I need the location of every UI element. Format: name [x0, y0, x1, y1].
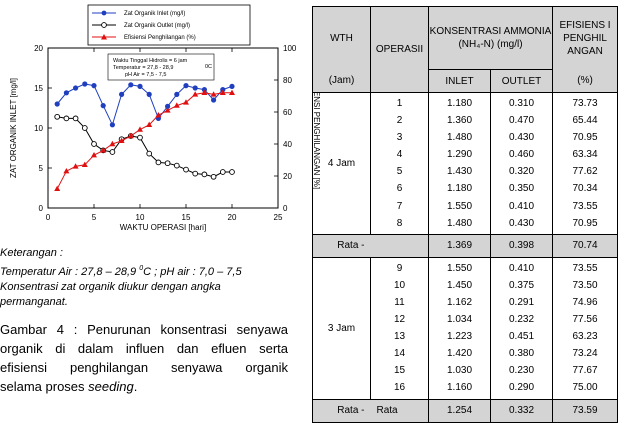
table-value: 1.480 — [446, 132, 473, 144]
header-percent: (%) — [553, 70, 618, 93]
header-konsentrasi: KONSENTRASI AMMONIA (NH₄-N) (mg/l) — [429, 7, 553, 70]
table-value: 0.232 — [508, 314, 535, 326]
table-value: 70.95 — [572, 132, 598, 144]
table-value: 65.44 — [572, 115, 598, 127]
data-point-inlet — [137, 84, 142, 89]
notes-temp-rest: C ; pH air : 7,0 – 7,5 — [143, 266, 242, 278]
table-value: 4 — [396, 149, 403, 161]
data-point-inlet — [119, 92, 124, 97]
table-value: 74.96 — [572, 296, 598, 308]
data-point-outlet — [64, 116, 69, 121]
table-value: 0.410 — [508, 200, 535, 212]
table-value: 7 — [396, 200, 403, 212]
table-value: 73.24 — [572, 348, 598, 360]
notes-temp-sup: 0 — [139, 265, 144, 272]
table-value: 12 — [393, 314, 406, 326]
header-wth: WTH — [313, 7, 371, 70]
x-tick-label: 5 — [91, 213, 97, 222]
table-value: 77.62 — [572, 166, 598, 178]
table-value: 0.375 — [508, 279, 535, 291]
table-value: 0.310 — [508, 98, 535, 109]
average-outlet: 0.398 — [491, 234, 553, 257]
table-value: 1.162 — [446, 296, 473, 308]
table-value: 1.450 — [446, 279, 473, 291]
average-outlet: 0.332 — [491, 399, 553, 422]
notes-line-3: permanganat. — [0, 296, 68, 308]
data-point-outlet — [110, 150, 115, 155]
table-cell-operasi — [371, 257, 429, 399]
table-average-row — [313, 234, 618, 257]
data-point-outlet — [193, 171, 198, 176]
header-jam: (Jam) — [313, 70, 371, 93]
table-value: 70.34 — [572, 183, 598, 195]
data-point-outlet — [165, 161, 170, 166]
caption-line-4-post: . — [133, 379, 138, 394]
data-point-inlet — [64, 90, 69, 95]
data-point-outlet — [82, 126, 87, 131]
table-value: 2 — [396, 115, 403, 127]
table-value: 0.380 — [508, 348, 535, 360]
y2-tick-label: 60 — [283, 108, 292, 117]
data-point-outlet — [211, 174, 216, 179]
data-point-inlet — [229, 84, 234, 89]
legend-label-inlet: Zat Organik Inlet (mg/l) — [124, 11, 186, 17]
data-point-inlet — [73, 85, 78, 90]
data-point-outlet — [138, 135, 143, 140]
organic-removal-chart — [0, 0, 320, 240]
table-value: 0.451 — [508, 331, 535, 343]
table-value: 11 — [394, 296, 405, 308]
info-temperature-unit: 0C — [205, 64, 213, 70]
table-cell-efisiensi — [553, 93, 618, 235]
table-value: 77.67 — [572, 365, 598, 377]
table-value: 1.290 — [446, 149, 473, 161]
y2-axis-title: EFISIENSI PENGHILANGAN [%] — [312, 70, 321, 190]
y2-tick-label: 20 — [283, 172, 292, 181]
table-value: 13 — [393, 331, 406, 343]
data-point-inlet — [91, 83, 96, 88]
ammonia-data-table — [312, 6, 618, 423]
data-point-outlet — [55, 114, 60, 119]
table-value: 0.470 — [508, 115, 535, 127]
table-value: 1.550 — [446, 262, 473, 274]
data-point-inlet — [147, 92, 152, 97]
data-point-outlet — [147, 151, 152, 156]
chart-notes — [0, 246, 300, 310]
chart-legend — [88, 5, 250, 45]
table-cell-wth: 3 Jam — [313, 257, 371, 399]
info-hrt: Waktu Tinggal Hidrolis = 6 jam — [113, 58, 188, 64]
table-value: 77.56 — [572, 314, 598, 326]
table-value: 0.430 — [508, 132, 535, 144]
x-axis-title: WAKTU OPERASI [hari] — [119, 223, 207, 232]
data-point-inlet — [82, 81, 87, 86]
table-value: 0.290 — [508, 382, 535, 394]
x-tick-label: 0 — [45, 213, 51, 222]
notes-temp-text: Temperatur Air : 27,8 – 28,9 — [0, 266, 140, 278]
data-point-outlet — [184, 167, 189, 172]
y-tick-label: 15 — [34, 84, 43, 93]
table-cell-operasi — [371, 93, 429, 235]
figure-caption — [0, 320, 288, 396]
table-value: 1.030 — [446, 365, 473, 377]
table-value: 0.460 — [508, 149, 535, 161]
data-point-outlet — [202, 172, 207, 177]
table-value: 1.430 — [446, 166, 473, 178]
legend-marker-outlet — [102, 23, 107, 28]
table-value: 0.350 — [508, 183, 535, 195]
table-value: 75.00 — [572, 382, 598, 394]
caption-line-4-pre: selama proses — [0, 379, 89, 394]
info-ph: pH Air = 7,5 - 7,5 — [125, 72, 167, 78]
average-inlet: 1.369 — [429, 234, 491, 257]
table-group-row — [313, 93, 618, 235]
table-cell-outlet — [491, 257, 553, 399]
data-point-inlet — [174, 92, 179, 97]
table-value: 0.291 — [508, 296, 535, 308]
table-value: 3 — [396, 132, 403, 144]
table-value: 9 — [396, 262, 403, 274]
table-value: 15 — [393, 365, 406, 377]
average-inlet: 1.254 — [429, 399, 491, 422]
table-value: 1.480 — [446, 217, 473, 229]
x-tick-label: 20 — [227, 213, 237, 222]
data-point-outlet — [220, 170, 225, 175]
table-value: 63.23 — [572, 331, 598, 343]
data-point-inlet — [110, 122, 115, 127]
table-value: 73.73 — [572, 98, 598, 109]
y2-tick-label: 40 — [283, 140, 292, 149]
table-value: 1.550 — [446, 200, 473, 212]
data-point-inlet — [193, 85, 198, 90]
x-tick-label: 25 — [273, 213, 283, 222]
y2-tick-label: 0 — [283, 204, 288, 213]
table-group-row — [313, 257, 618, 399]
table-value: 70.95 — [572, 217, 598, 229]
info-temperature: Temperatur = 27,8 - 28,9 — [113, 65, 174, 71]
table-value: 16 — [393, 382, 406, 394]
average-label: Rata - — [313, 234, 371, 257]
table-value: 1.420 — [446, 348, 473, 360]
table-value: 1.360 — [446, 115, 473, 127]
header-inlet: INLET — [429, 70, 491, 93]
table-value: 10 — [393, 279, 406, 291]
header-outlet: OUTLET — [491, 70, 553, 93]
y-tick-label: 0 — [38, 204, 43, 213]
table-value: 14 — [393, 348, 406, 360]
table-subheader-row — [313, 70, 618, 93]
chart-svg — [0, 0, 320, 240]
data-point-inlet — [128, 82, 133, 87]
table-value: 73.55 — [572, 200, 598, 212]
table-cell-inlet — [429, 257, 491, 399]
table-value: 1.180 — [446, 183, 473, 195]
table-body — [313, 93, 618, 423]
caption-line-1: Gambar 4 : Penurunan konsentrasi senyawa — [0, 322, 288, 337]
table-value: 1.160 — [446, 382, 473, 394]
header-operasi: OPERASII — [371, 7, 429, 93]
table-cell-outlet — [491, 93, 553, 235]
notes-line-2: Konsentrasi zat organik diukur dengan angka — [0, 281, 221, 293]
table-value: 1.034 — [446, 314, 473, 326]
table-value: 6 — [396, 183, 403, 195]
data-point-outlet — [156, 160, 161, 165]
x-tick-label: 15 — [181, 213, 191, 222]
legend-marker-inlet — [102, 11, 107, 16]
caption-line-4 — [0, 377, 288, 396]
table-average-row — [313, 399, 618, 422]
table-header-row — [313, 7, 618, 70]
table-value: 0.410 — [508, 262, 535, 274]
data-point-inlet — [55, 101, 60, 106]
table-value: 1.180 — [446, 98, 473, 109]
table-value: 63.34 — [572, 149, 598, 161]
table-cell-inlet — [429, 93, 491, 235]
table-cell-efisiensi — [553, 257, 618, 399]
caption-line-4-italic: seeding — [88, 379, 134, 394]
table-value: 0.430 — [508, 217, 535, 229]
table-value: 5 — [396, 166, 403, 178]
data-point-outlet — [73, 116, 78, 121]
table-value: 1 — [396, 98, 403, 109]
caption-line-2: organik di dalam influen dan efluen serta — [0, 341, 288, 356]
legend-label-outlet: Zat Organik Outlet (mg/l) — [124, 23, 191, 29]
average-efisiensi: 73.59 — [553, 399, 618, 422]
y-tick-label: 20 — [34, 44, 43, 53]
table-cell-wth: 4 Jam — [313, 93, 371, 235]
data-point-inlet — [211, 97, 216, 102]
y2-tick-label: 80 — [283, 76, 292, 85]
table-value: 8 — [396, 217, 403, 229]
notes-heading: Keterangan : — [0, 247, 63, 259]
average-efisiensi: 70.74 — [553, 234, 618, 257]
y-tick-label: 10 — [34, 124, 43, 133]
average-label: Rata - — [313, 399, 371, 422]
data-point-inlet — [101, 103, 106, 108]
y2-tick-label: 100 — [283, 44, 297, 53]
data-point-outlet — [92, 142, 97, 147]
average-label-2: Rata — [371, 399, 429, 422]
table-value: 0.320 — [508, 166, 535, 178]
x-tick-label: 10 — [135, 213, 145, 222]
y-tick-label: 5 — [38, 164, 43, 173]
average-label-2 — [371, 234, 429, 257]
caption-line-3: efisiensi penghilangan senyawa organik — [0, 360, 288, 375]
legend-label-efficiency: Efisiensi Penghilangan (%) — [124, 35, 196, 41]
notes-temperature — [0, 261, 300, 280]
data-point-outlet — [174, 163, 179, 168]
data-point-outlet — [230, 170, 235, 175]
y-axis-title: ZAT ORGANIK INLET [mg/l] — [9, 77, 18, 179]
table-value: 0.230 — [508, 365, 535, 377]
table-value: 1.223 — [446, 331, 473, 343]
table-value: 73.50 — [572, 279, 598, 291]
table-value: 73.55 — [572, 262, 598, 274]
header-efisiensi: EFISIENS I PENGHIL ANGAN — [553, 7, 618, 70]
data-point-inlet — [183, 83, 188, 88]
